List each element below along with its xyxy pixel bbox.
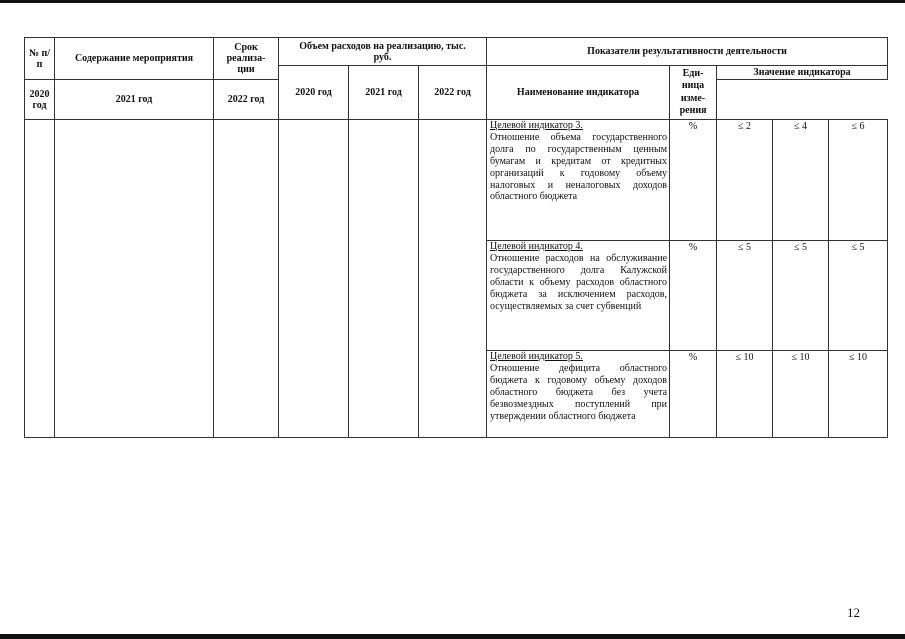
value-2020: ≤ 5 (717, 241, 773, 351)
indicator-3 (487, 120, 670, 241)
indicator-title: Целевой индикатор 5. (490, 351, 583, 362)
header-indicator-name: Наименование индикатора (487, 66, 670, 120)
indicator-4 (487, 241, 670, 351)
header-year-2022: 2022 год (419, 66, 487, 120)
value-2022: ≤ 5 (829, 241, 888, 351)
indicator-5 (487, 351, 670, 438)
cell-exp-2020 (279, 120, 349, 438)
cell-content (55, 120, 214, 438)
value-2021: ≤ 4 (773, 120, 829, 241)
header-val-2020: 2020 год (25, 80, 55, 120)
header-val-2021: 2021 год (55, 80, 214, 120)
header-num: № п/п (25, 38, 55, 80)
unit-cell: % (670, 241, 717, 351)
indicator-text: Отношение объема государственного долга по государственным ценным бумагам и кредитам от кредитных организаций к годовому объему налоговых и неналоговых доходов областного бюджета (490, 131, 668, 203)
cell-num (25, 120, 55, 438)
value-2022: ≤ 10 (829, 351, 888, 438)
header-indicator-value: Значение индикатора (717, 66, 888, 80)
value-2021: ≤ 5 (773, 241, 829, 351)
header-indicators: Показатели результативности деятельности (487, 38, 888, 66)
header-year-2020: 2020 год (279, 66, 349, 120)
header-expenses: Объем расходов на реализацию, тыс. руб. (279, 38, 487, 66)
indicator-text: Отношение дефицита областного бюджета к годовому объему доходов областного бюджета без учета безвозмездных поступлений при утверждении областного бюджета (490, 362, 668, 422)
indicator-text: Отношение расходов на обслуживание государственного долга Калужской области к объему расходов областного бюджета за исключением расходов, осуществляемых за счет субвенций (490, 252, 668, 312)
cell-exp-2021 (349, 120, 419, 438)
bottom-scan-border (0, 634, 905, 639)
cell-term (214, 120, 279, 438)
header-val-2022: 2022 год (214, 80, 279, 120)
header-term: Срок реализа-ции (214, 38, 279, 80)
unit-cell: % (670, 120, 717, 241)
value-2022: ≤ 6 (829, 120, 888, 241)
header-content: Содержание мероприятия (55, 38, 214, 80)
page-number: 12 (847, 605, 860, 620)
cell-exp-2022 (419, 120, 487, 438)
value-2020: ≤ 2 (717, 120, 773, 241)
value-2020: ≤ 10 (717, 351, 773, 438)
top-scan-border (0, 0, 905, 3)
table-row (25, 120, 888, 241)
indicator-title: Целевой индикатор 3. (490, 120, 583, 131)
header-unit: Еди-ница изме-рения (670, 66, 717, 120)
unit-cell: % (670, 351, 717, 438)
indicators-table (24, 37, 888, 438)
value-2021: ≤ 10 (773, 351, 829, 438)
header-year-2021: 2021 год (349, 66, 419, 120)
indicator-title: Целевой индикатор 4. (490, 241, 583, 252)
